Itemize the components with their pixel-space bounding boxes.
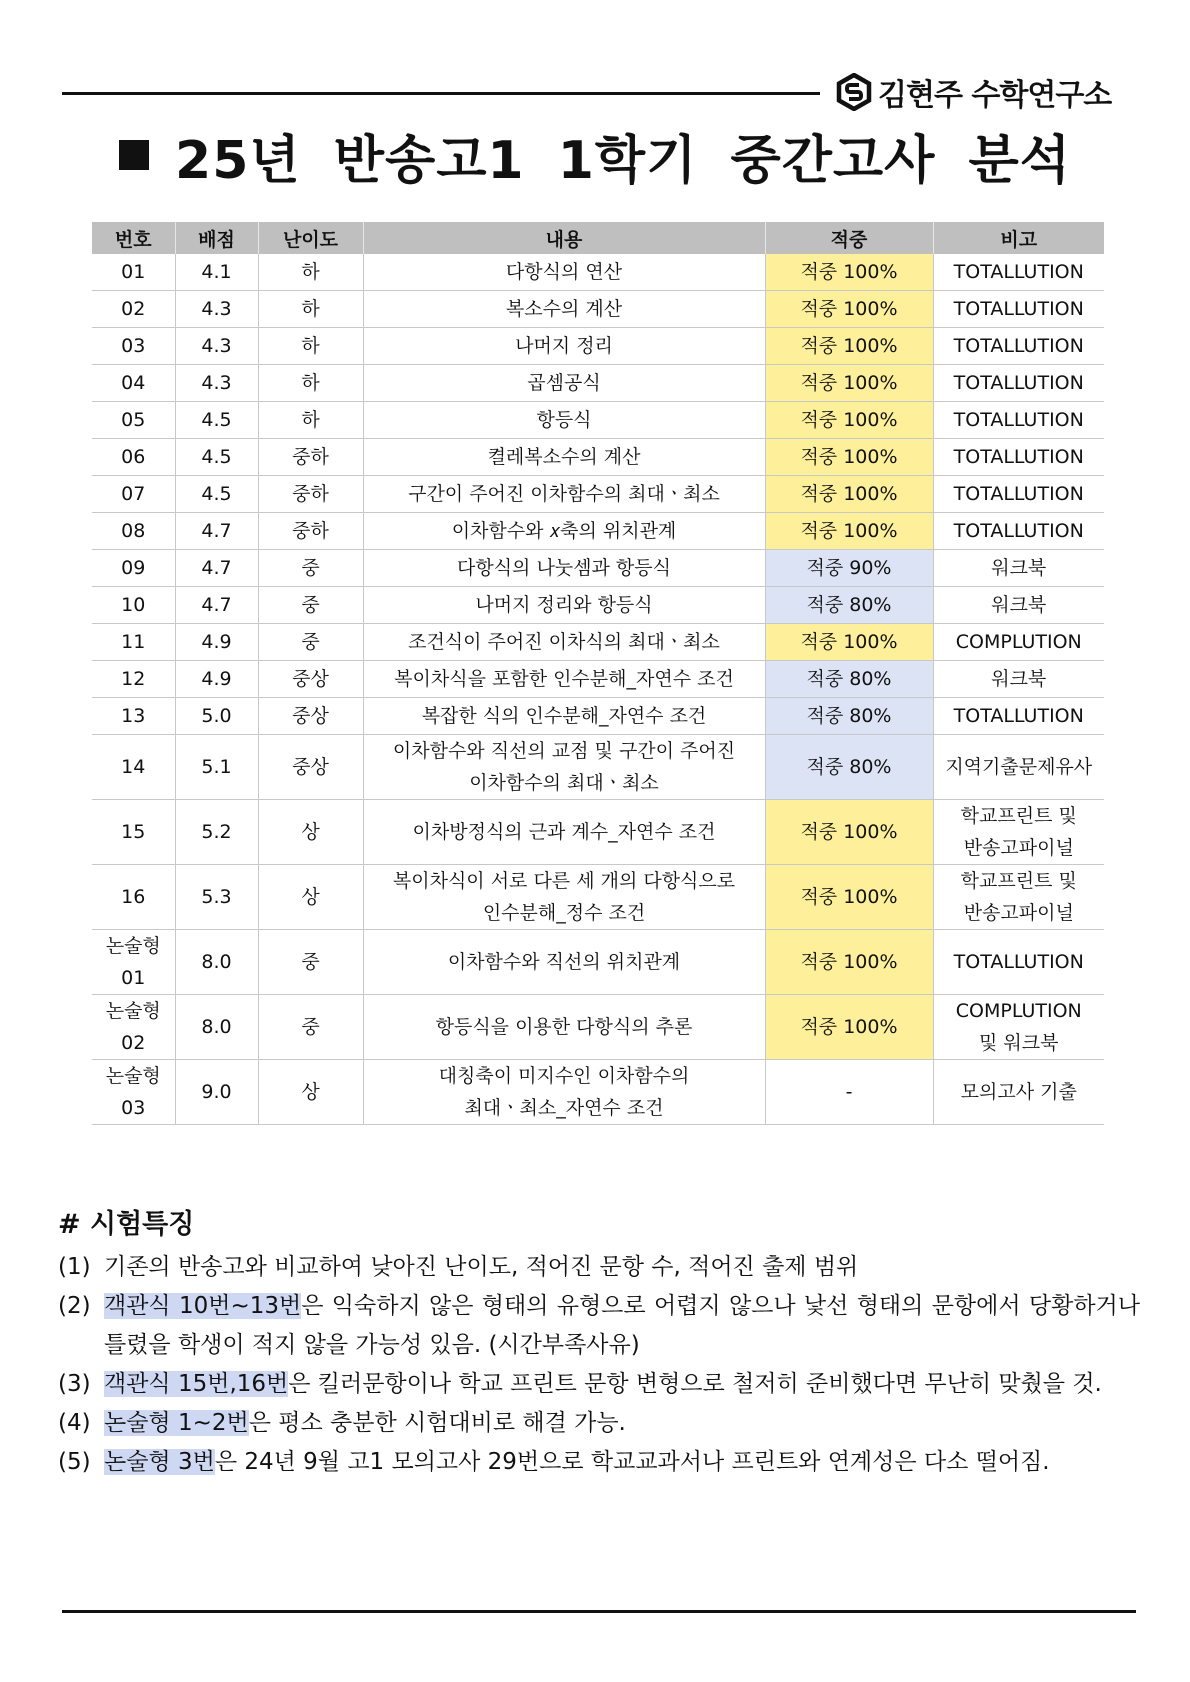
cell-hit: 적중 90% — [765, 550, 933, 587]
cell-number: 11 — [92, 624, 175, 661]
cell-content: 항등식 — [363, 402, 765, 439]
cell-difficulty: 하 — [258, 365, 363, 402]
list-item — [58, 1404, 1140, 1443]
cell-difficulty: 중 — [258, 550, 363, 587]
cell-remark: TOTALLUTION — [933, 698, 1104, 735]
table-row — [92, 661, 1104, 698]
item-number: (1) — [58, 1254, 91, 1280]
cell-remark: COMPLUTION — [933, 624, 1104, 661]
cell-remark: 모의고사 기출 — [933, 1060, 1104, 1125]
table-row — [92, 513, 1104, 550]
cell-score: 4.7 — [175, 587, 258, 624]
cell-difficulty: 중 — [258, 930, 363, 995]
cell-score: 4.7 — [175, 550, 258, 587]
cell-difficulty: 중 — [258, 624, 363, 661]
cell-score: 4.5 — [175, 439, 258, 476]
item-number: (4) — [58, 1410, 91, 1436]
cell-remark: TOTALLUTION — [933, 439, 1104, 476]
table-row — [92, 995, 1104, 1060]
table-header-row — [92, 222, 1104, 254]
cell-score: 4.3 — [175, 328, 258, 365]
cell-difficulty: 중상 — [258, 661, 363, 698]
cell-hit: 적중 100% — [765, 439, 933, 476]
title-square-icon — [119, 140, 149, 170]
cell-difficulty: 하 — [258, 402, 363, 439]
cell-number: 12 — [92, 661, 175, 698]
feature-list — [58, 1248, 1140, 1482]
cell-score: 4.3 — [175, 365, 258, 402]
table-row — [92, 624, 1104, 661]
cell-content: 나머지 정리 — [363, 328, 765, 365]
list-item — [58, 1287, 1140, 1365]
item-body: 은 익숙하지 않은 형태의 유형으로 어렵지 않으나 낯선 형태의 문항에서 당황하거나 틀렸을 학생이 적지 않을 가능성 있음. (시간부족사유) — [104, 1293, 1140, 1358]
brand — [836, 70, 1111, 114]
header-number: 번호 — [92, 222, 175, 254]
cell-difficulty: 상 — [258, 865, 363, 930]
item-body: 은 평소 충분한 시험대비로 해결 가능. — [248, 1410, 626, 1436]
table-row — [92, 254, 1104, 291]
table-row — [92, 439, 1104, 476]
cell-score: 4.9 — [175, 661, 258, 698]
cell-number: 09 — [92, 550, 175, 587]
cell-remark: COMPLUTION 및 워크북 — [933, 995, 1104, 1060]
cell-number: 13 — [92, 698, 175, 735]
table-row — [92, 735, 1104, 800]
item-number: (2) — [58, 1293, 91, 1319]
cell-score: 5.2 — [175, 800, 258, 865]
cell-difficulty: 중하 — [258, 439, 363, 476]
cell-content: 다항식의 나눗셈과 항등식 — [363, 550, 765, 587]
table-row — [92, 550, 1104, 587]
cell-difficulty: 중상 — [258, 735, 363, 800]
cell-number: 10 — [92, 587, 175, 624]
cell-hit: 적중 100% — [765, 328, 933, 365]
cell-remark: 지역기출문제유사 — [933, 735, 1104, 800]
cell-remark: TOTALLUTION — [933, 513, 1104, 550]
item-highlight: 논술형 1~2번 — [104, 1410, 249, 1436]
cell-hit: 적중 100% — [765, 291, 933, 328]
table-row — [92, 476, 1104, 513]
item-body: 은 24년 9월 고1 모의고사 29번으로 학교교과서나 프린트와 연계성은 다소 떨어짐. — [214, 1449, 1050, 1475]
list-item — [58, 1443, 1140, 1482]
item-text — [104, 1443, 1140, 1482]
cell-remark: TOTALLUTION — [933, 930, 1104, 995]
cell-remark: 학교프린트 및 반송고파이널 — [933, 865, 1104, 930]
cell-score: 4.5 — [175, 402, 258, 439]
cell-content: 이차방정식의 근과 계수_자연수 조건 — [363, 800, 765, 865]
cell-number: 14 — [92, 735, 175, 800]
cell-hit: 적중 80% — [765, 698, 933, 735]
header-content: 내용 — [363, 222, 765, 254]
cell-difficulty: 하 — [258, 254, 363, 291]
cell-content: 항등식을 이용한 다항식의 추론 — [363, 995, 765, 1060]
cell-hit: 적중 100% — [765, 995, 933, 1060]
cell-score: 5.3 — [175, 865, 258, 930]
table-row — [92, 1060, 1104, 1125]
table-row — [92, 698, 1104, 735]
cell-hit: 적중 80% — [765, 735, 933, 800]
hexagon-s-logo-icon — [836, 73, 872, 111]
cell-number: 03 — [92, 328, 175, 365]
item-text — [104, 1365, 1140, 1404]
cell-score: 4.1 — [175, 254, 258, 291]
cell-remark: TOTALLUTION — [933, 254, 1104, 291]
cell-score: 4.9 — [175, 624, 258, 661]
cell-number: 논술형 03 — [92, 1060, 175, 1125]
cell-difficulty: 중 — [258, 995, 363, 1060]
cell-number: 02 — [92, 291, 175, 328]
table-row — [92, 291, 1104, 328]
cell-difficulty: 상 — [258, 800, 363, 865]
cell-difficulty: 하 — [258, 328, 363, 365]
item-number: (5) — [58, 1449, 91, 1475]
header-remark: 비고 — [933, 222, 1104, 254]
cell-score: 9.0 — [175, 1060, 258, 1125]
list-item — [58, 1365, 1140, 1404]
cell-content: 이차함수와 직선의 위치관계 — [363, 930, 765, 995]
cell-remark: TOTALLUTION — [933, 328, 1104, 365]
cell-number: 16 — [92, 865, 175, 930]
table-row — [92, 402, 1104, 439]
item-body: 은 킬러문항이나 학교 프린트 문항 변형으로 철저히 준비했다면 무난히 맞췄을 것. — [288, 1371, 1102, 1397]
list-item — [58, 1248, 1140, 1287]
cell-score: 5.0 — [175, 698, 258, 735]
header-hit: 적중 — [765, 222, 933, 254]
page-title-text: 25년 반송고1 1학기 중간고사 분석 — [175, 131, 1071, 191]
cell-content: 켤레복소수의 계산 — [363, 439, 765, 476]
cell-remark: TOTALLUTION — [933, 365, 1104, 402]
cell-hit: - — [765, 1060, 933, 1125]
table-row — [92, 365, 1104, 402]
cell-number: 15 — [92, 800, 175, 865]
table-row — [92, 865, 1104, 930]
table-row — [92, 800, 1104, 865]
item-highlight: 객관식 15번,16번 — [104, 1371, 289, 1397]
cell-difficulty: 중상 — [258, 698, 363, 735]
cell-content: 복소수의 계산 — [363, 291, 765, 328]
table-row — [92, 930, 1104, 995]
cell-remark: TOTALLUTION — [933, 402, 1104, 439]
cell-remark: 워크북 — [933, 661, 1104, 698]
cell-remark: TOTALLUTION — [933, 291, 1104, 328]
header-score: 배점 — [175, 222, 258, 254]
cell-content: 대칭축이 미지수인 이차함수의 최대ㆍ최소_자연수 조건 — [363, 1060, 765, 1125]
cell-score: 4.7 — [175, 513, 258, 550]
cell-hit: 적중 100% — [765, 624, 933, 661]
cell-score: 8.0 — [175, 930, 258, 995]
page-title — [0, 118, 1190, 193]
cell-number: 05 — [92, 402, 175, 439]
cell-content: 이차함수와 𝑥축의 위치관계 — [363, 513, 765, 550]
cell-content: 구간이 주어진 이차함수의 최대ㆍ최소 — [363, 476, 765, 513]
cell-content: 복이차식이 서로 다른 세 개의 다항식으로 인수분해_정수 조건 — [363, 865, 765, 930]
cell-hit: 적중 100% — [765, 365, 933, 402]
top-rule — [62, 92, 820, 95]
cell-number: 01 — [92, 254, 175, 291]
cell-content: 복잡한 식의 인수분해_자연수 조건 — [363, 698, 765, 735]
item-text — [104, 1248, 1140, 1287]
item-body: 기존의 반송고와 비교하여 낮아진 난이도, 적어진 문항 수, 적어진 출제 범위 — [104, 1254, 859, 1280]
cell-remark: 워크북 — [933, 550, 1104, 587]
cell-hit: 적중 100% — [765, 402, 933, 439]
cell-difficulty: 중하 — [258, 513, 363, 550]
cell-content: 이차함수와 직선의 교점 및 구간이 주어진 이차함수의 최대ㆍ최소 — [363, 735, 765, 800]
cell-remark: TOTALLUTION — [933, 476, 1104, 513]
cell-content: 나머지 정리와 항등식 — [363, 587, 765, 624]
cell-remark: 워크북 — [933, 587, 1104, 624]
cell-number: 04 — [92, 365, 175, 402]
cell-content: 곱셈공식 — [363, 365, 765, 402]
cell-difficulty: 상 — [258, 1060, 363, 1125]
cell-score: 8.0 — [175, 995, 258, 1060]
header-difficulty: 난이도 — [258, 222, 363, 254]
cell-content: 조건식이 주어진 이차식의 최대ㆍ최소 — [363, 624, 765, 661]
cell-number: 08 — [92, 513, 175, 550]
item-text — [104, 1404, 1140, 1443]
cell-hit: 적중 80% — [765, 661, 933, 698]
cell-content: 다항식의 연산 — [363, 254, 765, 291]
section-title: # 시험특징 — [58, 1209, 195, 1240]
cell-hit: 적중 100% — [765, 254, 933, 291]
cell-number: 논술형 02 — [92, 995, 175, 1060]
cell-content: 복이차식을 포함한 인수분해_자연수 조건 — [363, 661, 765, 698]
cell-score: 4.3 — [175, 291, 258, 328]
cell-number: 06 — [92, 439, 175, 476]
cell-hit: 적중 100% — [765, 865, 933, 930]
cell-number: 논술형 01 — [92, 930, 175, 995]
item-highlight: 논술형 3번 — [104, 1449, 215, 1475]
item-text — [104, 1287, 1140, 1365]
bottom-rule — [62, 1610, 1136, 1613]
cell-hit: 적중 80% — [765, 587, 933, 624]
cell-difficulty: 중하 — [258, 476, 363, 513]
exam-analysis-table — [92, 222, 1104, 1125]
cell-difficulty: 하 — [258, 291, 363, 328]
table-row — [92, 587, 1104, 624]
cell-score: 5.1 — [175, 735, 258, 800]
item-number: (3) — [58, 1371, 91, 1397]
item-highlight: 객관식 10번~13번 — [104, 1293, 302, 1319]
cell-hit: 적중 100% — [765, 930, 933, 995]
cell-hit: 적중 100% — [765, 513, 933, 550]
cell-hit: 적중 100% — [765, 476, 933, 513]
cell-number: 07 — [92, 476, 175, 513]
cell-score: 4.5 — [175, 476, 258, 513]
brand-name: 김현주 수학연구소 — [878, 78, 1112, 113]
cell-difficulty: 중 — [258, 587, 363, 624]
cell-hit: 적중 100% — [765, 800, 933, 865]
table-row — [92, 328, 1104, 365]
cell-remark: 학교프린트 및 반송고파이널 — [933, 800, 1104, 865]
